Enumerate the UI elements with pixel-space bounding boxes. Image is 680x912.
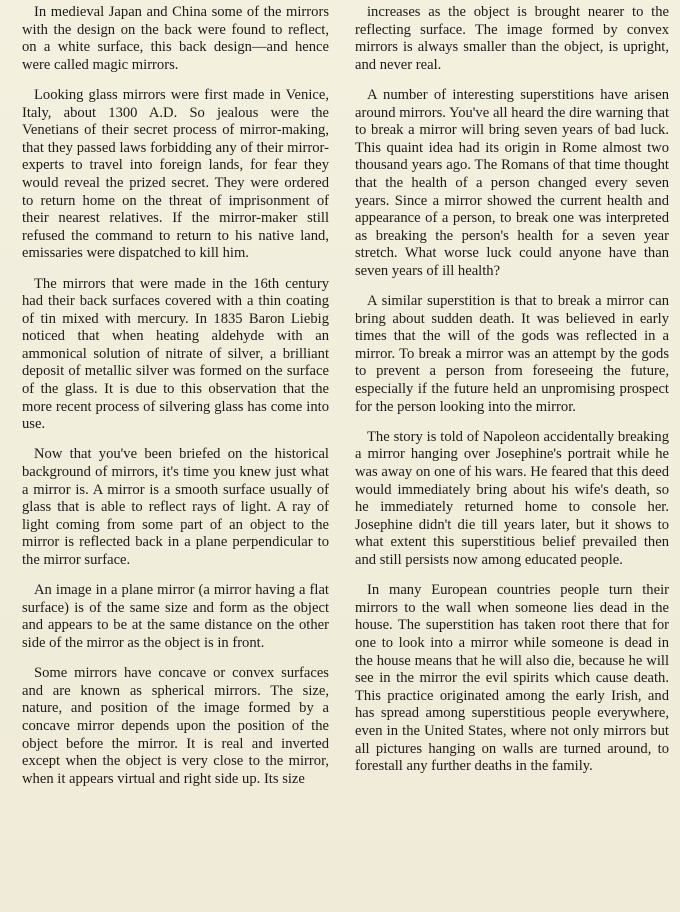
right-column	[355, 4, 669, 788]
paragraph-sudden-death: A similar superstition is that to break a mirror can bring about sudden death. It was believed in early times that the will of the gods was reflected in a mirror. To break a mirror was an attempt by the gods to prevent a person from foreseeing the future, especially if the future held an unpromising prospect for the person looking into the mirror.	[355, 293, 669, 415]
paragraph-what-is-a-mirror: Now that you've been briefed on the historical background of mirrors, it's time you knew just what a mirror is. A mirror is a smooth surface usually of glass that is able to reflect rays of light. A ray of light coming from some part of an object to the mirror is reflected back in a plane perpendicular to the mirror surface.	[22, 446, 329, 568]
paragraph-spherical-mirrors: Some mirrors have concave or convex surfaces and are known as spherical mirrors. The size, nature, and position of the image formed by a concave mirror depends upon the position of the object before the mirror. It is real and inverted except when the object is very close to the mirror, when it appears virtual and right side up. Its size	[22, 665, 329, 787]
left-column	[22, 4, 329, 801]
paragraph-venice-mirrors: Looking glass mirrors were first made in Venice, Italy, about 1300 A.D. So jealous were the Venetians of their secret process of mirror-making, that they passed laws forbidding any of their mirror-experts to travel into foreign lands, for fear they would reveal the prized secret. They were ordered to return home on the threat of imprisonment of their nearest relatives. If the mirror-maker still refused the command to return to his native land, emissaries were dispatched to kill him.	[22, 86, 329, 262]
paragraph-magic-mirrors: In medieval Japan and China some of the mirrors with the design on the back were found to reflect, on a white surface, this back design—and hence were called magic mirrors.	[22, 4, 329, 73]
paragraph-napoleon-story: The story is told of Napoleon accidentally breaking a mirror hanging over Josephine's portrait while he was away on one of his wars. He feared that this deed would immediately bring about his wife's death, so he immediately returned home to console her. Josephine didn't die till years later, but it shows to what extent this superstitious belief prevailed then and still persists now among educated people.	[355, 428, 669, 568]
paragraph-convex-images: increases as the object is brought nearer to the reflecting surface. The image formed by convex mirrors is always smaller than the object, is upright, and never real.	[355, 4, 669, 73]
paragraph-seven-years-bad-luck: A number of interesting superstitions have arisen around mirrors. You've all heard the dire warning that to break a mirror will bring seven years of bad luck. This quaint idea had its origin in Rome almost two thousand years ago. The Romans of that time thought that the health of a person changed every seven years. Since a mirror showed the current health and appearance of a person, to break one was interpreted as breaking the person's health for a seven year stretch. What worse luck could anyone have than seven years of ill health?	[355, 86, 669, 279]
paragraph-plane-mirror: An image in a plane mirror (a mirror having a flat surface) is of the same size and form as the object and appears to be at the same distance on the other side of the mirror as the object is in front.	[22, 582, 329, 651]
paragraph-european-customs: In many European countries people turn their mirrors to the wall when someone lies dead in the house. The superstition has taken root there that for one to look into a mirror while someone is dead in the house means that he will also die, because he will see in the mirror the evil spirits which cause death. This practice originated among the early Irish, and has spread among superstitious people everywhere, even in the United States, where not only mirrors but all pictures hanging on walls are turned around, to forestall any further deaths in the family.	[355, 582, 669, 775]
paragraph-silvering-history: The mirrors that were made in the 16th century had their back surfaces covered with a thin coating of tin mixed with mercury. In 1835 Baron Liebig noticed that when heating aldehyde with an ammonical solution of nitrate of silver, a brilliant deposit of metallic silver was formed on the surface of the glass. It is due to this observation that the more recent process of silvering glass has come into use.	[22, 275, 329, 433]
